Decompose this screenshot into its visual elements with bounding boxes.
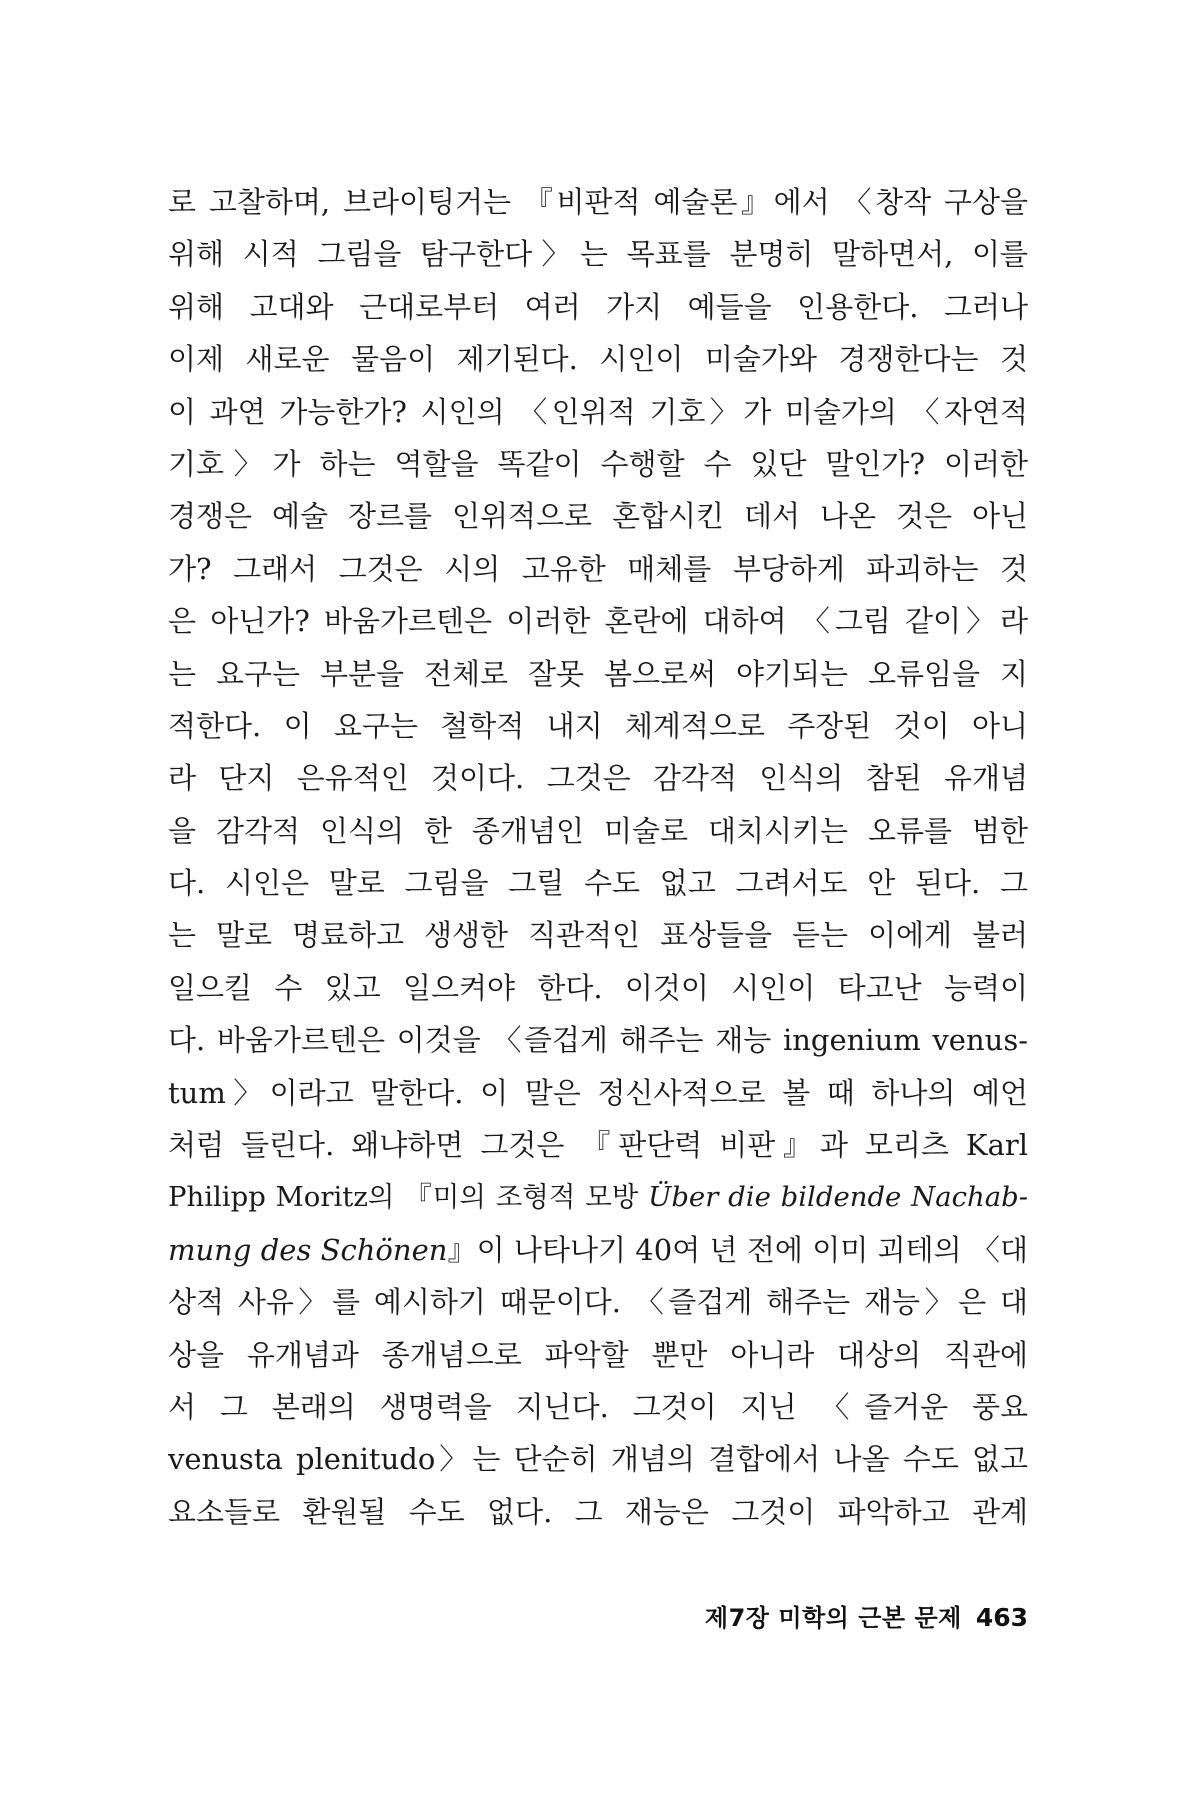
text-line-6: 기호〉가 하는 역할을 똑같이 수행할 수 있단 말인가? 이러한	[168, 446, 1028, 481]
text-line-20	[168, 1171, 1028, 1223]
text-line-20-roman: Philipp Moritz의 『미의 조형적 모방	[168, 1181, 649, 1214]
text-line-11: 적한다. 이 요구는 철학적 내지 체계적으로 주장된 것이 아니	[168, 708, 1028, 743]
text-line-25: venusta plenitudo〉는 단순히 개념의 결합에서 나올 수도 없고	[168, 1442, 1028, 1477]
page-number: 463	[975, 1603, 1028, 1632]
text-line-7: 경쟁은 예술 장르를 인위적으로 혼합시킨 데서 나온 것은 아닌	[168, 499, 1028, 534]
text-line-23: 상을 유개념과 종개념으로 파악할 뿐만 아니라 대상의 직관에	[168, 1337, 1028, 1372]
text-line-3: 위해 고대와 근대로부터 여러 가지 예들을 인용한다. 그러나	[168, 289, 1028, 324]
text-line-10: 는 요구는 부분을 전체로 잘못 봄으로써 야기되는 오류임을 지	[168, 656, 1028, 691]
text-line-5: 이 과연 가능한가? 시인의 〈인위적 기호〉가 미술가의 〈자연적	[168, 394, 1028, 429]
text-line-4: 이제 새로운 물음이 제기된다. 시인이 미술가와 경쟁한다는 것	[168, 342, 1028, 377]
text-line-13: 을 감각적 인식의 한 종개념인 미술로 대치시키는 오류를 범한	[168, 813, 1028, 848]
chapter-title: 제7장 미학의 근본 문제	[704, 1604, 962, 1632]
text-line-24: 서 그 본래의 생명력을 지닌다. 그것이 지닌 〈즐거운 풍요	[168, 1389, 1028, 1424]
text-line-21-italic: mung des Schönen	[168, 1232, 448, 1267]
text-line-22: 상적 사유〉를 예시하기 때문이다. 〈즐겁게 해주는 재능〉은 대	[168, 1285, 1028, 1320]
text-line-19: 처럼 들린다. 왜냐하면 그것은 『판단력 비판』과 모리츠 Karl	[168, 1128, 1028, 1163]
text-line-12: 라 단지 은유적인 것이다. 그것은 감각적 인식의 참된 유개념	[168, 761, 1028, 796]
text-line-17: 다. 바움가르텐은 이것을 〈즐겁게 해주는 재능 ingenium venus-	[168, 1023, 1028, 1058]
text-line-18: tum〉이라고 말한다. 이 말은 정신사적으로 볼 때 하나의 예언	[168, 1075, 1028, 1110]
body-text	[168, 176, 1028, 1538]
text-line-2: 위해 시적 그림을 탐구한다〉는 목표를 분명히 말하면서, 이를	[168, 237, 1028, 272]
text-line-26: 요소들로 환원될 수도 없다. 그 재능은 그것이 파악하고 관계	[168, 1494, 1028, 1529]
text-line-20-italic: Über die bildende Nachab-	[648, 1181, 1028, 1214]
text-line-21	[168, 1224, 1028, 1276]
text-line-16: 일으킬 수 있고 일으켜야 한다. 이것이 시인이 타고난 능력이	[168, 970, 1028, 1005]
text-line-15: 는 말로 명료하고 생생한 직관적인 표상들을 듣는 이에게 불러	[168, 918, 1028, 953]
text-line-14: 다. 시인은 말로 그림을 그릴 수도 없고 그려서도 안 된다. 그	[168, 866, 1028, 901]
text-line-1: 로 고찰하며, 브라이팅거는 『비판적 예술론』에서 〈창작 구상을	[168, 185, 1028, 219]
running-footer	[610, 1598, 1028, 1638]
text-line-9: 은 아닌가? 바움가르텐은 이러한 혼란에 대하여 〈그림 같이〉라	[168, 604, 1028, 639]
text-line-8: 가? 그래서 그것은 시의 고유한 매체를 부당하게 파괴하는 것	[168, 551, 1028, 586]
text-line-21-roman: 』이 나타나기 40여 년 전에 이미 괴테의 〈대	[447, 1232, 1028, 1267]
